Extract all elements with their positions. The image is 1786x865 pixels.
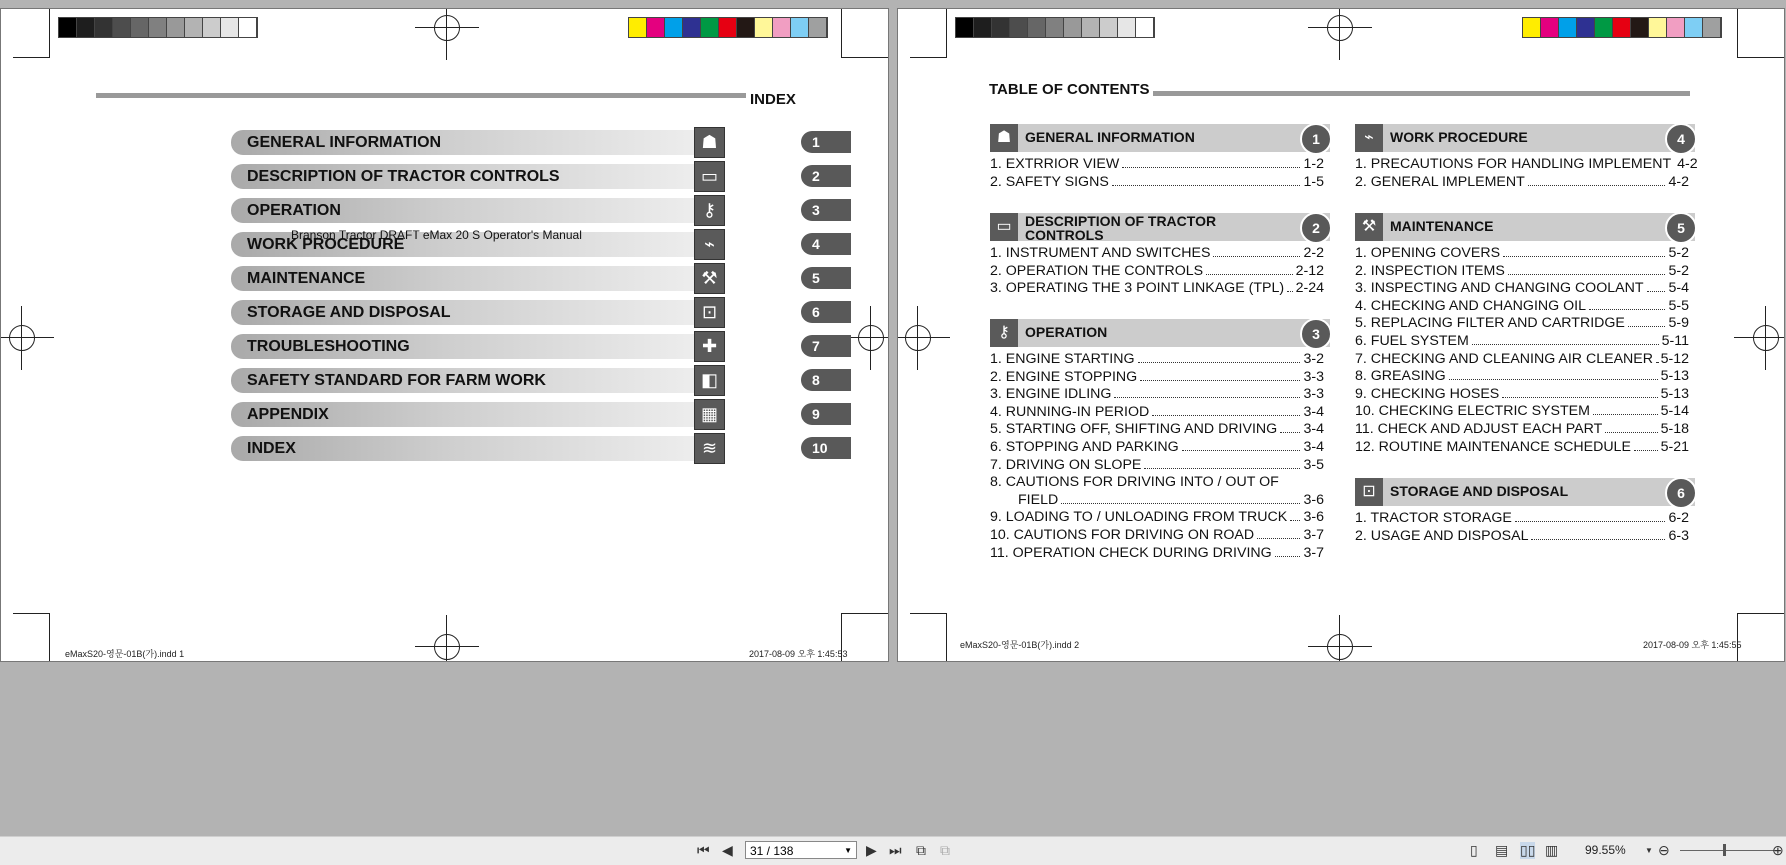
toc-entry[interactable] [990,404,1324,422]
color-swatch [773,18,791,37]
index-row-label: INDEX [247,440,296,457]
color-swatch [1685,18,1703,37]
toc-entry-page: 6-3 [1668,527,1689,544]
toc-entry-page: 5-9 [1668,315,1689,332]
footer-file-name: eMaxS20-영문-01B(가).indd 2 [960,640,1080,650]
toc-entry[interactable] [990,263,1324,281]
gray-swatch [167,18,185,37]
toc-entry[interactable] [1355,368,1689,386]
toc-entry-leader [1122,167,1300,168]
gray-swatch [1082,18,1100,37]
toc-entry-leader [1182,450,1301,451]
color-swatch [683,18,701,37]
implement-icon: ⌁ [1355,124,1383,152]
index-row-label: WORK PROCEDURE [247,236,405,253]
toc-entry[interactable] [1355,421,1689,439]
toc-entry[interactable] [1355,280,1689,298]
crop-mark [1737,9,1785,58]
index-row-label: TROUBLESHOOTING [247,338,410,355]
box-icon: ▦ [694,399,725,430]
registration-mark [1753,325,1779,351]
open-book-icon: ▭ [694,161,725,192]
toc-entry-leader [1628,326,1666,327]
toc-entry-title: 2. OPERATION THE CONTROLS [990,262,1204,279]
color-swatch [647,18,665,37]
gray-swatch [221,18,239,37]
toc-entry-leader [1503,256,1665,257]
toc-entry[interactable] [1355,351,1689,369]
toc-entry-leader [1515,521,1666,522]
toc-entry-leader [1112,185,1301,186]
toc-entry-title: 8. CAUTIONS FOR DRIVING INTO / OUT OF [990,474,1279,491]
color-swatch [701,18,719,37]
gray-swatch [1046,18,1064,37]
index-header-rule [96,93,746,98]
index-row-label: GENERAL INFORMATION [247,134,442,151]
index-row-number[interactable]: 7 [801,335,851,357]
index-row-number[interactable]: 6 [801,301,851,323]
color-swatch-strip [628,17,828,38]
toc-entry-leader [1152,415,1300,416]
toc-entry-title: 2. ENGINE STOPPING [990,368,1138,385]
toc-entry-page: 5-4 [1668,280,1689,297]
toc-section-title [1025,214,1216,242]
color-swatch [629,18,647,37]
gray-swatch-strip [58,17,258,38]
toc-section-number: 2 [1300,212,1332,244]
toc-entry-page: 3-4 [1303,421,1324,438]
gray-swatch [992,18,1010,37]
toc-entry-leader [1287,291,1293,292]
registration-mark [1327,15,1353,41]
toc-entry-page: 2-2 [1303,245,1324,261]
toc-entry-leader [1290,520,1300,521]
index-row-label: APPENDIX [247,406,329,423]
toc-entry[interactable] [990,492,1324,510]
single-page-view-icon[interactable]: ▯ [1470,842,1478,858]
toc-entry-leader [1138,362,1301,363]
toc-section-title: MAINTENANCE [1390,218,1494,234]
toc-section-header[interactable] [1355,478,1695,506]
index-row-label: STORAGE AND DISPOSAL [247,304,451,321]
index-row-number[interactable]: 3 [801,199,851,221]
toc-section-title: STORAGE AND DISPOSAL [1390,483,1569,499]
crop-mark [13,613,50,662]
lock-icon: ⊡ [1355,478,1383,506]
footer-timestamp: 2017-08-09 오후 1:45:55 [1643,640,1742,650]
toc-entry-leader [1449,379,1658,380]
index-row[interactable] [231,164,721,189]
toc-entry-title: 1. OPENING COVERS [1355,245,1501,261]
toc-entry-title: 10. CHECKING ELECTRIC SYSTEM [1355,403,1590,420]
gray-swatch-strip [955,17,1155,38]
footer-timestamp: 2017-08-09 오후 1:45:53 [749,649,848,659]
toc-entry-page: 3-5 [1303,456,1324,473]
toc-entry-title: 12. ROUTINE MAINTENANCE SCHEDULE [1355,438,1631,455]
toc-section-header[interactable] [990,124,1330,152]
two-page-continuous-icon[interactable]: ▥ [1545,842,1559,858]
chevron-down-icon[interactable]: ▼ [844,846,852,855]
index-row-label: OPERATION [247,202,341,219]
gray-swatch [113,18,131,37]
toc-entry-leader [1144,468,1300,469]
toc-entry-title: 9. CHECKING HOSES [1355,385,1500,402]
last-page-icon[interactable]: ⏭ [889,842,902,858]
toc-entry-title: 2. INSPECTION ITEMS [1355,262,1505,279]
first-aid-cross-icon: ✚ [694,331,725,362]
toc-entry[interactable] [990,351,1324,369]
gray-swatch [956,18,974,37]
index-row-number[interactable]: 10 [801,437,851,459]
toc-entry-leader [1531,539,1665,540]
color-swatch [1595,18,1613,37]
toc-section-number: 6 [1665,477,1697,509]
toc-entry[interactable] [990,174,1324,192]
person-reading-icon: ☗ [990,124,1018,152]
footer-file-name: eMaxS20-영문-01B(가).indd 1 [65,649,185,659]
color-swatch [1631,18,1649,37]
gray-swatch [239,18,257,37]
index-row-number[interactable]: 2 [801,165,851,187]
toc-entry-leader [1257,538,1300,539]
toc-entry[interactable] [990,509,1324,527]
toc-entry[interactable] [990,527,1324,545]
gray-swatch [974,18,992,37]
toc-entry[interactable] [990,245,1324,263]
toc-entry-title: FIELD [1018,491,1059,508]
toc-entry-title: 11. OPERATION CHECK DURING DRIVING [990,544,1272,561]
index-row-number[interactable]: 9 [801,403,851,425]
toc-entry-page: 4-2 [1668,173,1689,190]
index-row-number[interactable]: 5 [801,267,851,289]
toc-section-header[interactable] [990,319,1330,347]
color-swatch [791,18,809,37]
toc-entry-page: 3-3 [1303,386,1324,403]
toc-entry-page: 5-5 [1668,297,1689,314]
toc-entry-title: 10. CAUTIONS FOR DRIVING ON ROAD [990,527,1255,543]
toc-entry-page: 1-2 [1303,156,1324,172]
open-book-icon: ▭ [990,213,1018,241]
toc-entry-page: 5-14 [1660,403,1689,420]
color-swatch [1667,18,1685,37]
toc-entry-page: 5-2 [1668,245,1689,261]
pages-icon: ≋ [694,433,725,464]
toc-entry-leader [1472,344,1659,345]
index-row[interactable] [231,368,721,393]
toc-entry-title: 11. CHECK AND ADJUST EACH PART [1355,421,1603,437]
key-icon: ⚷ [990,319,1018,347]
gray-swatch [95,18,113,37]
toc-section-title: WORK PROCEDURE [1390,129,1528,145]
color-swatch [1649,18,1667,37]
page-number-value: 31 / 138 [750,844,794,858]
toc-entry-leader [1634,450,1658,451]
toc-entry-page: 2-12 [1295,262,1324,279]
toc-entry-title: 2. SAFETY SIGNS [990,173,1109,190]
color-swatch [1613,18,1631,37]
two-page-view-icon[interactable]: ▯▯ [1520,842,1536,858]
copy-view-icon[interactable]: ⧉ [940,842,950,858]
toc-entry-page: 3-7 [1303,527,1324,543]
index-row-number[interactable]: 1 [801,131,851,153]
toc-entry-page: 5-11 [1661,333,1689,349]
toc-entry[interactable] [1355,386,1689,404]
toc-entry-leader [1508,274,1666,275]
index-row-label: SAFETY STANDARD FOR FARM WORK [247,372,546,389]
toc-entry-page: 3-4 [1303,439,1324,455]
crop-mark [13,9,50,58]
gray-swatch [1010,18,1028,37]
toc-entry-title: 3. ENGINE IDLING [990,386,1112,403]
toc-entry[interactable] [1355,263,1689,281]
toc-entry-page: 2-24 [1295,280,1324,297]
crop-mark [841,613,889,662]
left-page [0,8,889,662]
toc-entry-leader [1589,309,1666,310]
toc-entry[interactable] [990,457,1324,475]
toc-entry[interactable] [990,439,1324,457]
toc-entry-leader [1213,256,1300,257]
toc-entry[interactable] [990,369,1324,387]
person-reading-icon: ☗ [694,127,725,158]
index-row[interactable] [231,300,721,325]
first-page-icon[interactable]: ⏮ [697,842,710,858]
crop-mark [1737,613,1785,662]
index-row-number[interactable]: 4 [801,233,851,255]
index-row[interactable] [231,130,721,155]
toc-entry[interactable] [990,156,1324,174]
color-swatch [665,18,683,37]
toc-section-header[interactable] [1355,124,1695,152]
toc-entry[interactable] [990,545,1324,563]
toc-entry-title: 1. PRECAUTIONS FOR HANDLING IMPLEMENT [1355,156,1672,172]
toc-entry-page: 4-2 [1677,156,1698,172]
toc-entry-leader [1528,185,1666,186]
toc-header-rule [1153,91,1690,96]
toc-entry-page: 3-2 [1303,351,1324,367]
gray-swatch [1136,18,1154,37]
toc-entry-title: 6. STOPPING AND PARKING [990,439,1179,455]
color-swatch [1541,18,1559,37]
color-swatch [1703,18,1721,37]
gray-swatch [1064,18,1082,37]
toc-entry-title: 5. REPLACING FILTER AND CARTRIDGE [1355,315,1625,332]
continuous-view-icon[interactable]: ▤ [1495,842,1509,858]
toc-section-number: 5 [1665,212,1697,244]
zoom-level[interactable]: 99.55% [1585,843,1626,857]
gray-swatch [59,18,77,37]
gray-swatch [1118,18,1136,37]
toc-section-title: OPERATION [1025,324,1108,340]
toc-entry-page: 5-2 [1668,262,1689,279]
index-row[interactable] [231,266,721,291]
toc-entry[interactable] [990,386,1324,404]
registration-mark [9,325,35,351]
index-row[interactable] [231,334,721,359]
toc-section-title-line: DESCRIPTION OF TRACTOR [1025,213,1217,229]
toc-entry-leader [1502,397,1657,398]
toc-entry-title: 8. GREASING [1355,368,1446,385]
color-swatch [1559,18,1577,37]
implement-icon: ⌁ [694,229,725,260]
watermark-overlay-text: Branson Tractor DRAFT eMax 20 S Operator's Manual [291,228,582,242]
color-swatch [809,18,827,37]
toc-entry-title: 1. ENGINE STARTING [990,351,1135,367]
toc-entry-leader [1280,432,1300,433]
toc-entry-leader [1140,380,1300,381]
index-row[interactable] [231,402,721,427]
toc-entry[interactable] [1355,439,1689,457]
toc-entry-title: 9. LOADING TO / UNLOADING FROM TRUCK [990,509,1288,526]
toc-entry-leader [1114,397,1300,398]
toc-entry[interactable] [1355,298,1689,316]
toc-section-number: 4 [1665,123,1697,155]
toc-entry[interactable] [990,474,1324,492]
toc-entry-leader [1647,291,1666,292]
gray-swatch [77,18,95,37]
toc-entry-title: 6. FUEL SYSTEM [1355,333,1469,349]
registration-mark [434,15,460,41]
tools-icon: ⚒ [1355,213,1383,241]
lock-icon: ⊡ [694,297,725,328]
toc-entry-leader [1275,556,1301,557]
toc-entry-title: 1. INSTRUMENT AND SWITCHES [990,245,1211,261]
zoom-slider-thumb[interactable] [1723,844,1726,856]
key-icon: ⚷ [694,195,725,226]
color-swatch [719,18,737,37]
index-row-label: DESCRIPTION OF TRACTOR CONTROLS [247,168,560,185]
page-number-field[interactable] [745,841,857,859]
toc-entry-title: 2. GENERAL IMPLEMENT [1355,173,1525,190]
toc-section-number: 3 [1300,318,1332,350]
toc-entry-page: 5-21 [1660,438,1689,455]
index-row-number[interactable]: 8 [801,369,851,391]
toc-entry[interactable] [990,280,1324,298]
toc-entry-page: 3-6 [1303,509,1324,526]
toc-entry-page: 3-3 [1303,368,1324,385]
zoom-in-icon[interactable]: ⊕ [1772,842,1784,858]
gray-swatch [203,18,221,37]
toc-entry[interactable] [1355,315,1689,333]
zoom-slider-track[interactable] [1680,850,1775,851]
toc-entry-leader [1605,432,1657,433]
gray-swatch [1028,18,1046,37]
crop-mark [841,9,889,58]
toc-entry-page: 1-5 [1303,173,1324,190]
toc-entry-page: 5-12 [1660,350,1689,367]
toc-entry-title: 7. DRIVING ON SLOPE [990,456,1142,473]
toc-section-header[interactable] [990,213,1330,241]
previous-page-icon[interactable]: ◀ [722,842,733,858]
crop-mark [910,9,947,58]
toc-entry-title: 3. INSPECTING AND CHANGING COOLANT [1355,280,1644,297]
toc-section-number: 1 [1300,123,1332,155]
crop-mark [910,613,947,662]
toc-entry-page: 3-7 [1303,544,1324,561]
toc-entry-page: 5-18 [1660,421,1689,437]
toc-entry-leader [1656,362,1658,363]
zoom-dropdown-icon[interactable]: ▼ [1645,846,1653,855]
toc-entry[interactable] [1355,333,1689,351]
color-swatch [755,18,773,37]
safety-icon: ◧ [694,365,725,396]
toc-entry[interactable] [990,421,1324,439]
toc-entry-leader [1593,414,1658,415]
toc-entry-page: 5-13 [1660,385,1689,402]
color-swatch-strip [1522,17,1722,38]
gray-swatch [185,18,203,37]
toc-section-title-line: CONTROLS [1025,227,1104,243]
toc-entry-leader [1206,274,1292,275]
viewer-toolbar [0,836,1786,865]
toc-entry[interactable] [1355,156,1698,174]
toc-entry-page: 6-2 [1668,510,1689,526]
toc-entry-page: 3-4 [1303,403,1324,420]
toc-entry-title: 1. TRACTOR STORAGE [1355,510,1512,526]
color-swatch [737,18,755,37]
toc-entry[interactable] [1355,510,1689,528]
toc-entry-title: 1. EXTRRIOR VIEW [990,156,1120,172]
zoom-out-icon[interactable]: ⊖ [1658,842,1670,858]
registration-mark [1327,634,1353,660]
color-swatch [1577,18,1595,37]
gray-swatch [131,18,149,37]
index-row[interactable] [231,198,721,223]
next-page-icon[interactable]: ▶ [866,842,877,858]
toc-section-title: GENERAL INFORMATION [1025,129,1195,145]
toc-entry-title: 2. USAGE AND DISPOSAL [1355,527,1529,544]
color-swatch [1523,18,1541,37]
toc-entry[interactable] [1355,174,1689,192]
tools-icon: ⚒ [694,263,725,294]
toc-entry-title: 3. OPERATING THE 3 POINT LINKAGE (TPL) [990,280,1285,297]
index-row-label: MAINTENANCE [247,270,366,287]
registration-mark [858,325,884,351]
index-header-title: INDEX [750,91,796,108]
rotate-view-icon[interactable]: ⧉ [916,842,926,858]
toc-entry[interactable] [1355,528,1689,546]
index-row[interactable] [231,436,721,461]
toc-entry-title: 4. CHECKING AND CHANGING OIL [1355,297,1586,314]
toc-entry[interactable] [1355,403,1689,421]
toc-entry-page: 3-6 [1303,491,1324,508]
gray-swatch [1100,18,1118,37]
gray-swatch [149,18,167,37]
toc-entry-title: 5. STARTING OFF, SHIFTING AND DRIVING [990,421,1278,438]
toc-entry-leader [1061,503,1300,504]
toc-entry[interactable] [1355,245,1689,263]
toc-entry-title: 4. RUNNING-IN PERIOD [990,403,1150,420]
toc-entry-title: 7. CHECKING AND CLEANING AIR CLEANER [1355,350,1654,367]
registration-mark [434,634,460,660]
toc-entry-page: 5-13 [1660,368,1689,385]
toc-header-title: TABLE OF CONTENTS [989,81,1150,98]
registration-mark [905,325,931,351]
toc-section-header[interactable] [1355,213,1695,241]
